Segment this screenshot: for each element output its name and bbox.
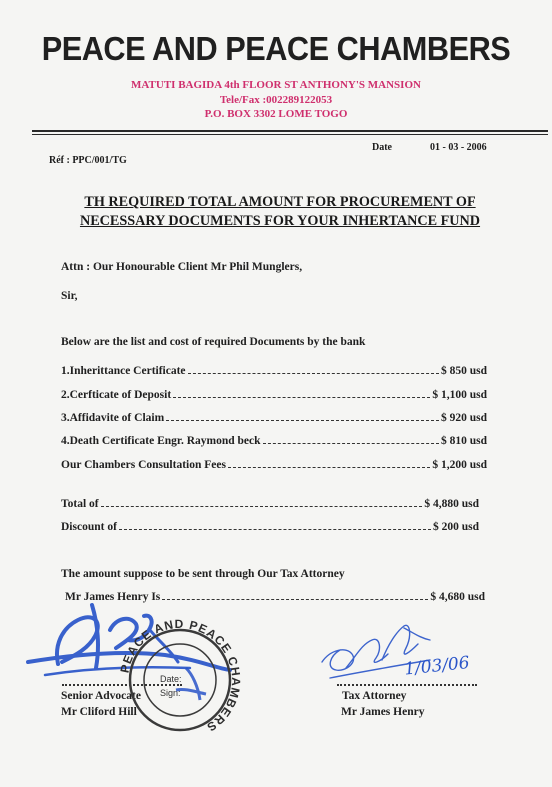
cost-item-label: 2.Cerfticate of Deposit [61,389,172,401]
cost-item-label: 1.Inherittance Certificate [61,365,186,377]
stamp-date-label: Date: [160,674,182,684]
subject-line-2: NECESSARY DOCUMENTS FOR YOUR INHERTANCE FUND [79,213,481,229]
letterhead-pobox: P.O. BOX 3302 LOME TOGO [204,108,348,120]
right-signatory-name: Mr James Henry [341,706,425,718]
letterhead-telefax: Tele/Fax :002289122053 [219,94,333,106]
discount-label: Discount of [61,521,117,533]
right-signatory-title: Tax Attorney [342,690,407,702]
stamp-ring-text: PEACE AND PEACE CHAMBERS [117,616,244,735]
salutation: Sir, [61,290,78,302]
cost-item-amount: $ 810 usd [440,435,487,447]
attention-line: Attn : Our Honourable Client Mr Phil Munglers, [61,261,303,273]
date-label: Date [372,142,392,153]
discount-amount: $ 200 usd [432,521,479,533]
date-value: 01 - 03 - 2006 [430,142,487,153]
cost-item-amount: $ 850 usd [440,365,487,377]
intro-text: Below are the list and cost of required Documents by the bank [61,336,366,348]
net-amount-value: $ 4,680 usd [430,591,485,603]
left-signatory-title: Senior Advocate [61,690,141,702]
reference-number: Réf : PPC/001/TG [49,155,127,166]
cost-item-amount: $ 1,100 usd [432,389,487,401]
transfer-note: The amount suppose to be sent through Our Tax Attorney [61,568,345,580]
cost-item-amount: $ 1,200 usd [432,459,487,471]
letterhead-title: PEACE AND PEACE CHAMBERS [41,30,511,67]
letterhead-address: MATUTI BAGIDA 4th FLOOR ST ANTHONY'S MANSION [131,79,421,91]
cost-item-label: 3.Affidavite of Claim [61,412,165,424]
cost-item-label: Our Chambers Consultation Fees [61,459,226,471]
total-label: Total of [61,498,99,510]
total-amount: $ 4,880 usd [424,498,479,510]
stamp-sign-label: Sign: [160,688,181,698]
cost-item-amount: $ 920 usd [440,412,487,424]
handwritten-date: 1/03/06 [403,652,471,680]
subject-line-1: TH REQUIRED TOTAL AMOUNT FOR PROCUREMENT OF [84,194,476,210]
left-signatory-name: Mr Cliford Hill [61,706,137,718]
cost-item-label: 4.Death Certificate Engr. Raymond beck [61,435,261,447]
net-amount-label: Mr James Henry Is [65,591,161,603]
